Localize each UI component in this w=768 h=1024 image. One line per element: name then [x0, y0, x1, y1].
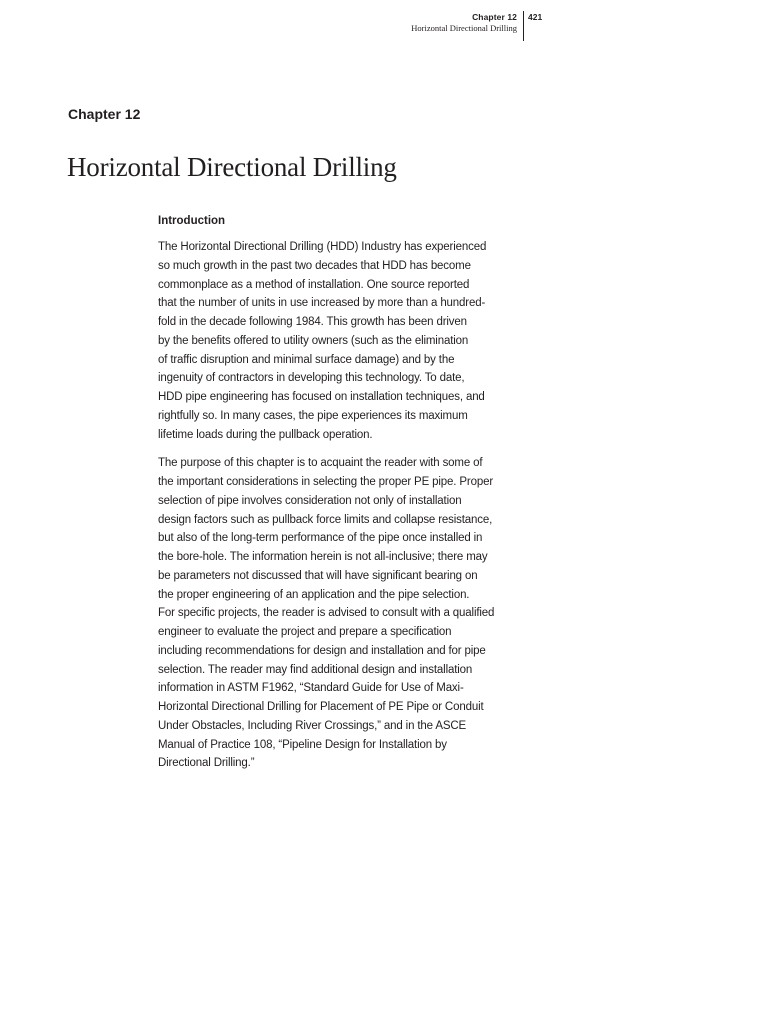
text-line: the bore-hole. The information herein is not all-inclusive; there may [158, 551, 488, 563]
text-line: selection of pipe involves consideration not only of installation [158, 494, 462, 507]
text-line: of traffic disruption and minimal surface damage) and by the [158, 353, 455, 366]
chapter-label: Chapter 12 [68, 106, 141, 122]
text-line: Under Obstacles, Including River Crossings,” and in the ASCE [158, 719, 467, 732]
text-line: commonplace as a method of installation. One source reported [158, 278, 470, 291]
text-line: Manual of Practice 108, “Pipeline Design for Installation by [158, 738, 447, 751]
text-line: For specific projects, the reader is advised to consult with a qualified [158, 607, 495, 620]
text-line: fold in the decade following 1984. This growth has been driven [158, 316, 467, 328]
text-line: information in ASTM F1962, “Standard Guide for Use of Maxi- [158, 682, 464, 695]
text-line: so much growth in the past two decades that HDD has become [158, 259, 471, 272]
text-line: rightfully so. In many cases, the pipe experiences its maximum [158, 409, 468, 422]
body-text [158, 212, 528, 783]
text-line: the important considerations in selecting the proper PE pipe. Proper [158, 476, 493, 488]
text-line: including recommendations for design and installation and for pipe [158, 644, 486, 657]
text-line: selection. The reader may find additional design and installation [158, 663, 473, 676]
chapter-title: Horizontal Directional Drilling [67, 152, 397, 182]
text-line: Directional Drilling.” [158, 757, 255, 770]
text-line: The Horizontal Directional Drilling (HDD) Industry has experienced [158, 241, 487, 253]
text-line: Horizontal Directional Drilling for Placement of PE Pipe or Conduit [158, 701, 484, 713]
paragraph-1 [158, 238, 528, 444]
text-line: engineer to evaluate the project and prepare a specification [158, 626, 452, 638]
text-line: HDD pipe engineering has focused on installation techniques, and [158, 391, 485, 403]
text-line: be parameters not discussed that will have significant bearing on [158, 569, 478, 582]
running-head-title: Horizontal Directional Drilling [411, 23, 517, 33]
text-line: The purpose of this chapter is to acquaint the reader with some of [158, 457, 483, 470]
page-number: 421 [528, 12, 543, 22]
text-line: lifetime loads during the pullback operation. [158, 428, 373, 441]
running-head [411, 11, 517, 34]
text-line: that the number of units in use increased by more than a hundred- [158, 297, 486, 310]
running-head-chapter: Chapter 12 [472, 12, 517, 22]
text-line: the proper engineering of an application and the pipe selection. [158, 588, 470, 601]
running-head-divider [523, 11, 524, 41]
text-line: by the benefits offered to utility owners (such as the elimination [158, 334, 469, 347]
section-heading: Introduction [158, 215, 226, 227]
text-line: design factors such as pullback force limits and collapse resistance, [158, 513, 493, 526]
text-line: ingenuity of contractors in developing this technology. To date, [158, 372, 465, 385]
text-line: but also of the long-term performance of the pipe once installed in [158, 532, 483, 545]
paragraph-2 [158, 454, 528, 773]
